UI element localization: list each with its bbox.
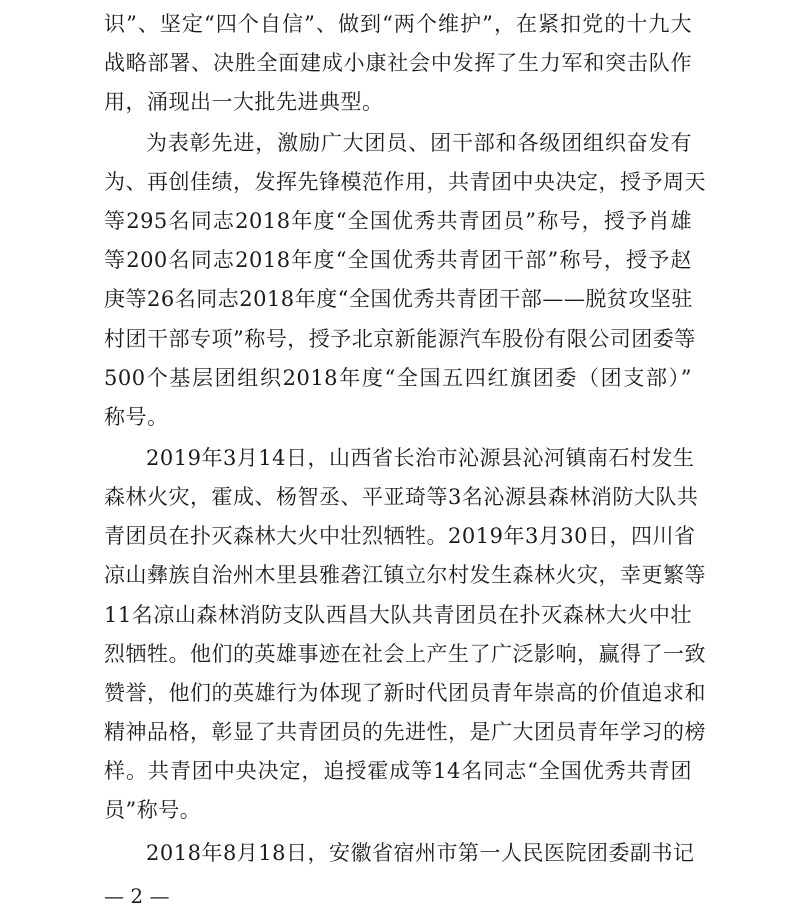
text-line-9: 村团干部专项”称号，授予北京新能源汽车股份有限公司团委等 (104, 327, 696, 351)
text-line-20: 样。共青团中央决定，追授霍成等14名同志“全国优秀共青团 (104, 759, 692, 783)
page-number: — 2 — (104, 884, 170, 908)
text-line-19: 精神品格，彰显了共青团员的先进性，是广大团员青年学习的榜 (104, 720, 706, 744)
text-line-7: 等200名同志2018年度“全国优秀共青团干部”称号，授予赵 (104, 248, 692, 272)
text-line-10: 500个基层团组织2018年度“全国五四红旗团委（团支部）” (104, 366, 692, 390)
text-line-3: 用，涌现出一大批先进典型。 (104, 90, 384, 114)
text-line-11: 称号。 (104, 405, 169, 429)
text-line-13: 森林火灾，霍成、杨智丞、平亚琦等3名沁源县森林消防大队共 (104, 485, 699, 509)
text-line-21: 员”称号。 (104, 798, 202, 822)
text-line-2: 战略部署、决胜全面建成小康社会中发挥了生力军和突击队作 (104, 51, 692, 75)
text-line-16: 11名凉山森林消防支队西昌大队共青团员在扑灭森林大火中壮 (104, 603, 692, 627)
text-line-1: 识”、坚定“四个自信”、做到“两个维护”，在紧扣党的十九大 (104, 12, 692, 36)
text-line-6: 等295名同志2018年度“全国优秀共青团员”称号，授予肖雄 (104, 209, 692, 233)
text-line-17: 烈牺牲。他们的英雄事迹在社会上产生了广泛影响，赢得了一致 (104, 642, 706, 666)
text-line-8: 庚等26名同志2018年度“全国优秀共青团干部——脱贫攻坚驻 (104, 287, 693, 311)
text-line-18: 赞誉，他们的英雄行为体现了新时代团员青年崇高的价值追求和 (104, 681, 706, 705)
text-line-12: 2019年3月14日，山西省长治市沁源县沁河镇南石村发生 (146, 446, 695, 470)
text-line-5: 为、再创佳绩，发挥先锋模范作用，共青团中央决定，授予周天 (104, 170, 706, 194)
text-line-15: 凉山彝族自治州木里县雅砻江镇立尔村发生森林火灾，幸更繁等 (104, 563, 706, 587)
text-line-4: 为表彰先进，激励广大团员、团干部和各级团组织奋发有 (146, 131, 692, 155)
text-line-14: 青团员在扑灭森林大火中壮烈牺牲。2019年3月30日，四川省 (104, 524, 696, 548)
text-line-22: 2018年8月18日，安徽省宿州市第一人民医院团委副书记 (146, 841, 695, 865)
